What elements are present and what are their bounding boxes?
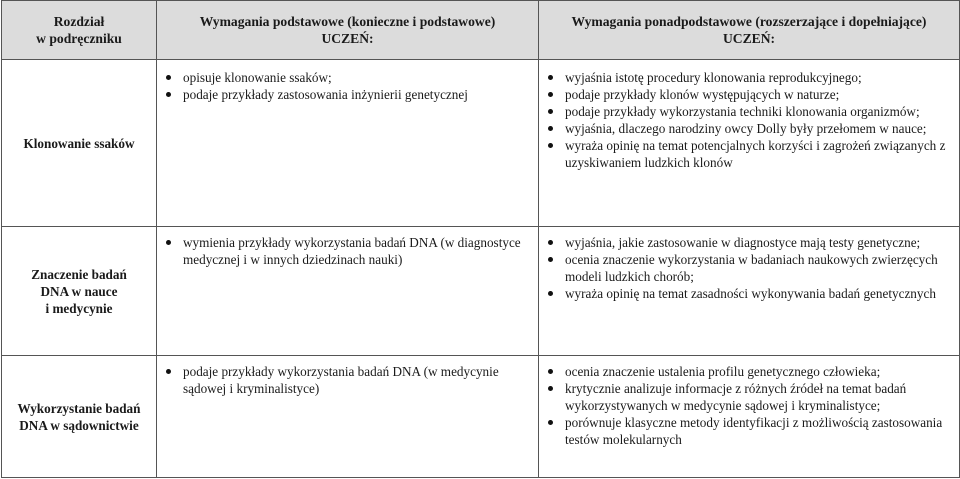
- list-item: podaje przykłady klonów występujących w naturze;: [565, 86, 951, 103]
- list-item: podaje przykłady zastosowania inżynierii genetycznej: [183, 86, 530, 103]
- section-cell: [2, 356, 157, 478]
- header-basic-requirements: [157, 1, 539, 60]
- list-item: podaje przykłady wykorzystania badań DNA (w medycynie sądowej i kryminalistyce): [183, 363, 530, 397]
- requirements-list: [157, 227, 538, 268]
- requirements-list: [539, 356, 959, 448]
- basic-requirements-cell: [157, 60, 539, 227]
- list-item: wymienia przykłady wykorzystania badań DNA (w diagnostyce medycznej i w innych dziedzinach nauki): [183, 234, 530, 268]
- list-item: podaje przykłady wykorzystania techniki klonowania organizmów;: [565, 103, 951, 120]
- header-chapter: [2, 1, 157, 60]
- list-item: ocenia znaczenie ustalenia profilu genetycznego człowieka;: [565, 363, 951, 380]
- table-row: [2, 356, 960, 478]
- table-row: [2, 227, 960, 356]
- section-title: Wykorzystanie badań: [17, 400, 141, 416]
- table-body: [2, 60, 960, 478]
- requirements-list: [539, 60, 959, 171]
- requirements-list: [157, 60, 538, 103]
- advanced-requirements-cell: [539, 60, 960, 227]
- header-basic-line: UCZEŃ:: [321, 31, 374, 46]
- section-title: i medycynie: [45, 300, 113, 316]
- list-item: wyjaśnia istotę procedury klonowania reprodukcyjnego;: [565, 69, 951, 86]
- table-header: [2, 1, 960, 60]
- header-row: [2, 1, 960, 60]
- list-item: krytycznie analizuje informacje z różnych źródeł na temat badań wykorzystywanych w medycynie sądowej i kryminalistyce;: [565, 380, 951, 414]
- header-basic-line: Wymagania podstawowe (konieczne i podstawowe): [199, 14, 496, 29]
- section-title: Znaczenie badań: [31, 266, 127, 282]
- list-item: wyjaśnia, dlaczego narodziny owcy Dolly były przełomem w nauce;: [565, 120, 951, 137]
- list-item: wyraża opinię na temat potencjalnych korzyści i zagrożeń związanych z uzyskiwaniem ludzkich klonów: [565, 137, 951, 171]
- list-item: porównuje klasyczne metody identyfikacji z możliwością zastosowania testów molekularnych: [565, 414, 951, 448]
- header-advanced-line: UCZEŃ:: [722, 31, 776, 46]
- requirements-list: [539, 227, 959, 302]
- advanced-requirements-cell: [539, 356, 960, 478]
- section-title: DNA w sądownictwie: [19, 417, 139, 433]
- section-title: DNA w nauce: [40, 283, 118, 299]
- list-item: opisuje klonowanie ssaków;: [183, 69, 530, 86]
- basic-requirements-cell: [157, 356, 539, 478]
- header-advanced-requirements: [539, 1, 960, 60]
- header-advanced-line: Wymagania ponadpodstawowe (rozszerzające i dopełniające): [571, 14, 927, 29]
- header-chapter-line: Rozdział: [53, 14, 105, 29]
- section-cell: [2, 227, 157, 356]
- section-cell: [2, 60, 157, 227]
- list-item: wyjaśnia, jakie zastosowanie w diagnostyce mają testy genetyczne;: [565, 234, 951, 251]
- section-title: Klonowanie ssaków: [23, 135, 135, 151]
- requirements-list: [157, 356, 538, 397]
- list-item: ocenia znaczenie wykorzystania w badaniach naukowych zwierzęcych modeli ludzkich chorób;: [565, 251, 951, 285]
- table-row: [2, 60, 960, 227]
- basic-requirements-cell: [157, 227, 539, 356]
- advanced-requirements-cell: [539, 227, 960, 356]
- requirements-table: [1, 0, 960, 478]
- list-item: wyraża opinię na temat zasadności wykonywania badań genetycznych: [565, 285, 951, 302]
- header-chapter-line: w podręczniku: [36, 31, 122, 46]
